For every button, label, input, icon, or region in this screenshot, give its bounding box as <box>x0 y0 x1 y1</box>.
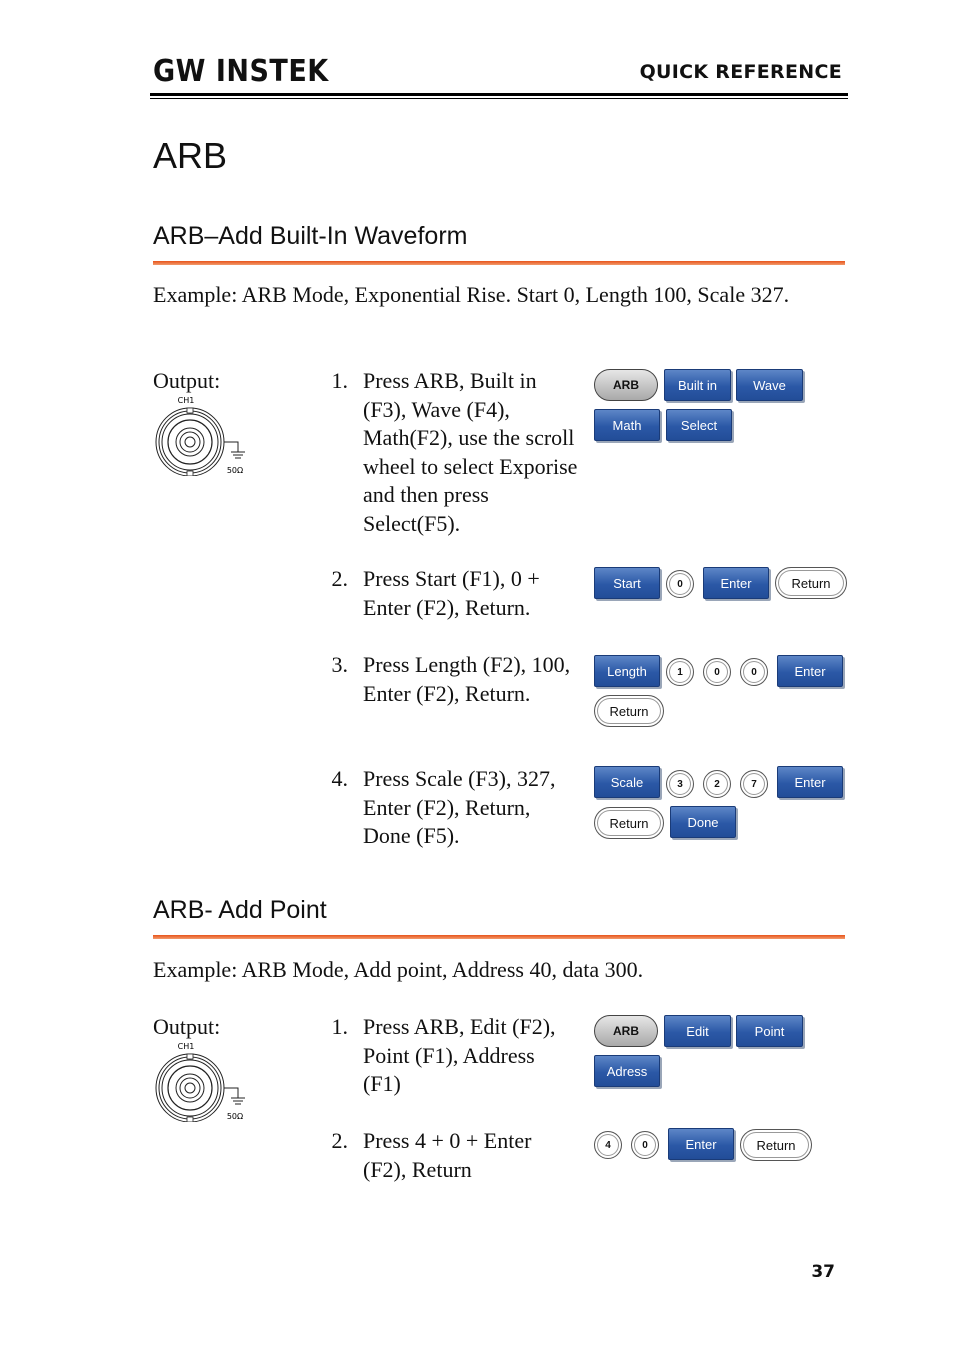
brand-logo: GW INSTEK <box>153 54 329 89</box>
connector-channel-label: CH1 <box>177 396 195 405</box>
connector-impedance-label: 50Ω <box>226 466 244 475</box>
step-text: Press Length (F2), 100, Enter (F2), Return. <box>363 652 571 706</box>
number-key-0[interactable]: 0 <box>703 658 731 686</box>
number-key-1[interactable]: 1 <box>666 658 694 686</box>
number-key-4[interactable]: 4 <box>594 1131 622 1159</box>
number-key-2[interactable]: 2 <box>703 770 731 798</box>
section-rule <box>153 935 845 939</box>
step-text: Press 4 + 0 + Enter (F2), Return <box>363 1128 532 1182</box>
number-key-0[interactable]: 0 <box>631 1131 659 1159</box>
return-key[interactable]: Return <box>594 807 664 839</box>
length-softkey[interactable]: Length <box>594 655 660 687</box>
step-number: 4. <box>331 766 348 791</box>
done-softkey[interactable]: Done <box>670 806 736 838</box>
bnc-connector-icon <box>150 1040 250 1122</box>
wave-softkey[interactable]: Wave <box>736 369 803 401</box>
scale-softkey[interactable]: Scale <box>594 766 660 798</box>
start-softkey[interactable]: Start <box>594 567 660 599</box>
enter-softkey[interactable]: Enter <box>703 567 769 599</box>
select-softkey[interactable]: Select <box>666 409 732 441</box>
section-rule <box>153 261 845 265</box>
step-number: 3. <box>331 652 348 677</box>
section-title-builtin: ARB–Add Built-In Waveform <box>153 222 468 250</box>
step-text: Press Scale (F3), 327, Enter (F2), Return, Done (F5). <box>363 766 556 848</box>
point-softkey[interactable]: Point <box>736 1015 803 1047</box>
header-section-label: QUICK REFERENCE <box>639 61 842 83</box>
return-key[interactable]: Return <box>594 695 664 727</box>
step-text: Press ARB, Edit (F2), Point (F1), Address (F1) <box>363 1014 556 1096</box>
return-key[interactable]: Return <box>740 1129 812 1161</box>
step-number: 2. <box>331 566 348 591</box>
return-key[interactable]: Return <box>775 567 847 599</box>
number-key-0[interactable]: 0 <box>666 570 694 598</box>
output-label: Output: <box>153 368 221 393</box>
header-rule <box>150 93 848 96</box>
header-rule-thin <box>150 98 848 99</box>
step-number: 1. <box>331 1014 348 1039</box>
address-softkey[interactable]: Adress <box>594 1055 660 1087</box>
step-text: Press ARB, Built in (F3), Wave (F4), Math(F2), use the scroll wheel to select Exporise and then press Select(F5). <box>363 368 578 536</box>
connector-impedance-label: 50Ω <box>226 1112 244 1121</box>
step-number: 2. <box>331 1128 348 1153</box>
example-text: Example: ARB Mode, Add point, Address 40, data 300. <box>153 957 644 982</box>
math-softkey[interactable]: Math <box>594 409 660 441</box>
section-title-addpoint: ARB- Add Point <box>153 896 327 924</box>
bnc-connector-icon <box>150 394 250 476</box>
arb-key[interactable]: ARB <box>594 1015 658 1047</box>
number-key-7[interactable]: 7 <box>740 770 768 798</box>
arb-key[interactable]: ARB <box>594 369 658 401</box>
page-number: 37 <box>811 1262 835 1282</box>
enter-softkey[interactable]: Enter <box>668 1128 734 1160</box>
enter-softkey[interactable]: Enter <box>777 766 843 798</box>
step-text: Press Start (F1), 0 + Enter (F2), Return. <box>363 566 540 620</box>
connector-channel-label: CH1 <box>177 1042 195 1051</box>
built-in-softkey[interactable]: Built in <box>664 369 731 401</box>
enter-softkey[interactable]: Enter <box>777 655 843 687</box>
page-title: ARB <box>153 135 228 176</box>
output-label: Output: <box>153 1014 221 1039</box>
number-key-3[interactable]: 3 <box>666 770 694 798</box>
step-number: 1. <box>331 368 348 393</box>
number-key-0[interactable]: 0 <box>740 658 768 686</box>
example-text: Example: ARB Mode, Exponential Rise. Start 0, Length 100, Scale 327. <box>153 282 790 307</box>
edit-softkey[interactable]: Edit <box>664 1015 731 1047</box>
